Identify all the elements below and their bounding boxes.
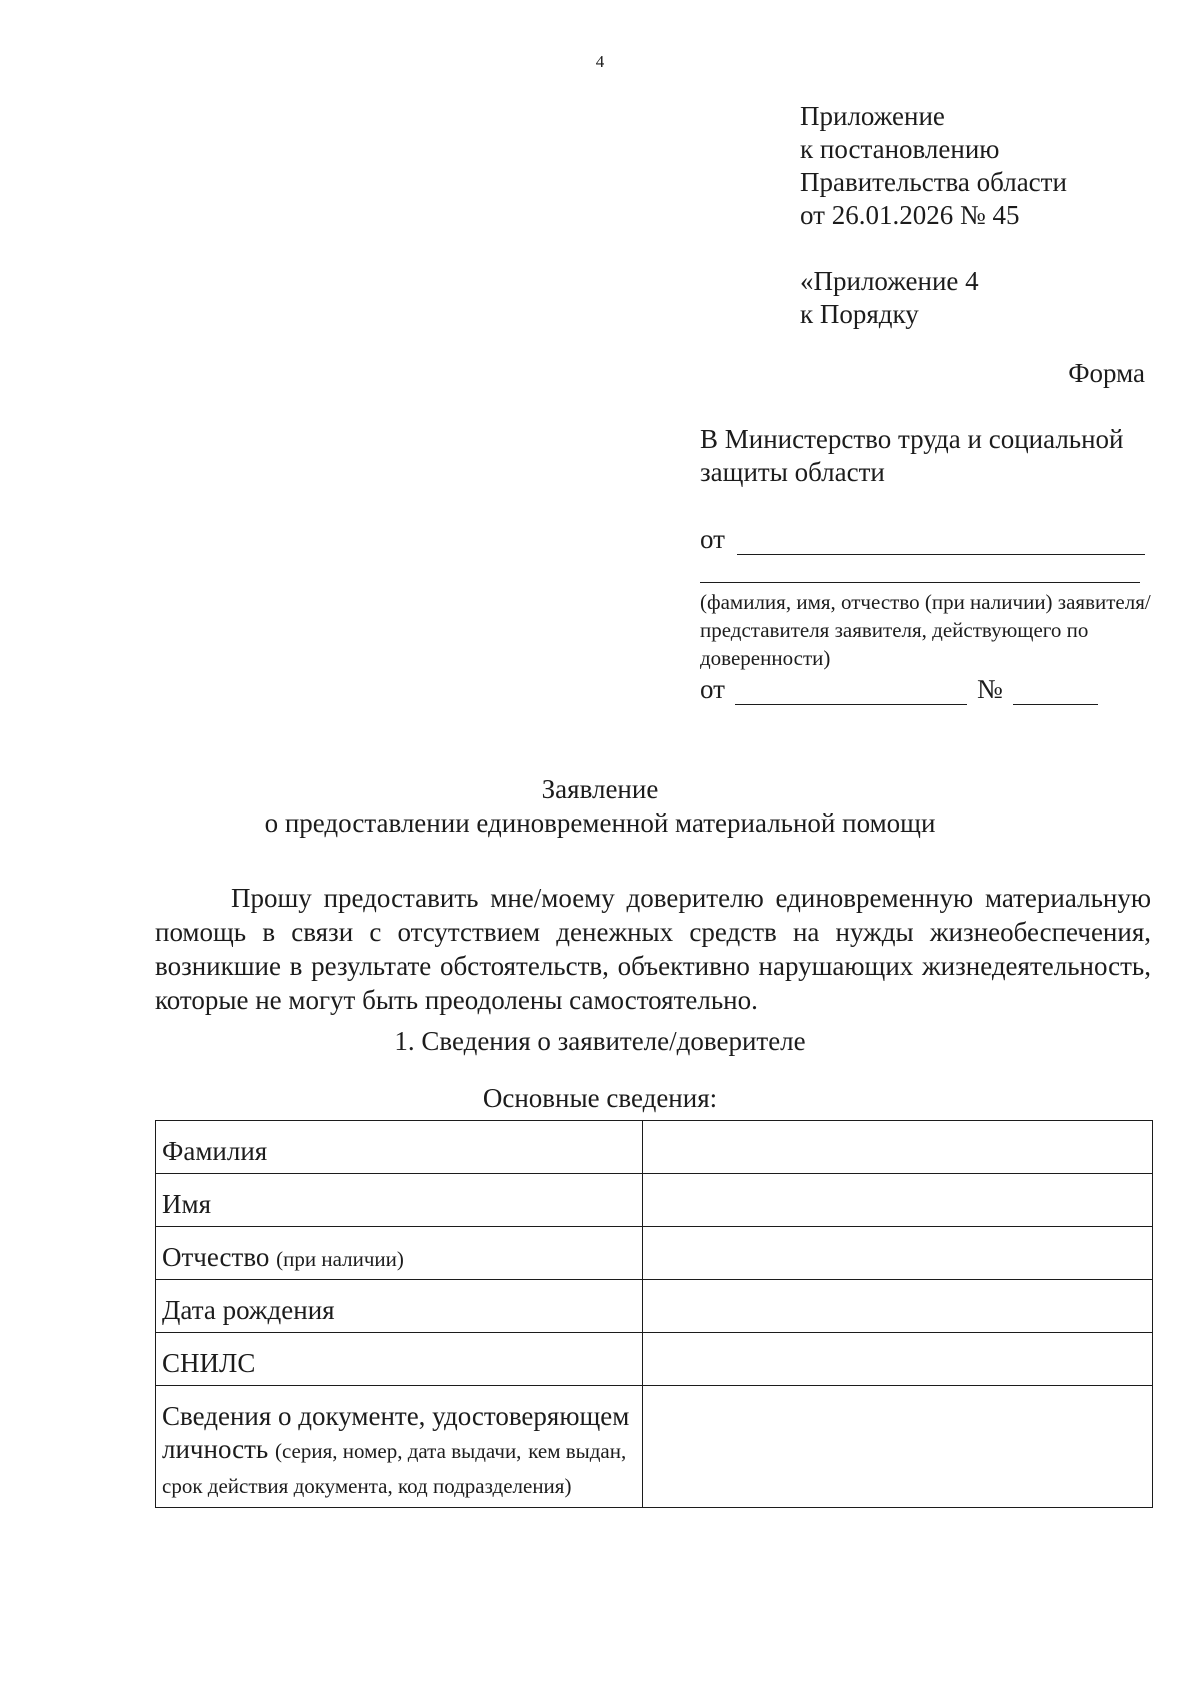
from-blank-line[interactable] <box>737 528 1145 555</box>
identity-doc-main: Сведения о документе, удостоверяющем личность <box>162 1401 630 1464</box>
appendix-order-line: «Приложение 4 <box>800 266 979 296</box>
identity-doc-value-cell[interactable] <box>643 1386 1153 1508</box>
from-field[interactable] <box>700 524 1145 555</box>
identity-doc-note-1: (серия, номер, дата выдачи, <box>274 1439 522 1463</box>
table-row <box>156 1174 1153 1227</box>
date-blank-line[interactable] <box>735 678 967 705</box>
birth-date-label: Дата рождения <box>156 1280 643 1333</box>
patronymic-main: Отчество <box>162 1242 270 1272</box>
number-blank-line[interactable] <box>1013 678 1098 705</box>
patronymic-value-cell[interactable] <box>643 1227 1153 1280</box>
surname-value-cell[interactable] <box>643 1121 1153 1174</box>
table-row <box>156 1280 1153 1333</box>
title-line-1: Заявление <box>541 774 659 804</box>
appendix-header <box>800 100 1067 232</box>
title-line-2: о предоставлении единовременной материальной помощи <box>264 808 936 838</box>
from-label: от <box>700 524 725 554</box>
table-caption: Основные сведения: <box>482 1083 718 1113</box>
fio-hint: (фамилия, имя, отчество (при наличии) заявителя/представителя заявителя, действующего по доверенности) <box>700 590 1151 670</box>
appendix-line: Приложение <box>800 101 945 131</box>
table-row <box>156 1227 1153 1280</box>
appendix-line: от 26.01.2026 № 45 <box>800 200 1020 230</box>
appendix-line: Правительства области <box>800 167 1067 197</box>
appendix-order-header <box>800 265 979 331</box>
patronymic-label <box>156 1227 643 1280</box>
applicant-info-table <box>155 1120 1153 1508</box>
number-label: № <box>976 674 1003 704</box>
name-label: Имя <box>156 1174 643 1227</box>
patronymic-note: (при наличии) <box>276 1247 404 1271</box>
snils-value-cell[interactable] <box>643 1333 1153 1386</box>
surname-label: Фамилия <box>156 1121 643 1174</box>
date-from-label: от <box>700 674 725 704</box>
name-value-cell[interactable] <box>643 1174 1153 1227</box>
section-title: 1. Сведения о заявителе/доверителе <box>394 1026 806 1056</box>
power-of-attorney-date-field[interactable] <box>700 674 1098 705</box>
document-title <box>0 772 1200 840</box>
form-label: Форма <box>1068 358 1145 388</box>
fio-blank-line[interactable] <box>700 582 1140 583</box>
addressee: В Министерство труда и социальной защиты области <box>700 424 1124 487</box>
appendix-line: к постановлению <box>800 134 1000 164</box>
appendix-order-line: к Порядку <box>800 299 919 329</box>
request-paragraph: Прошу предоставить мне/моему доверителю единовременную материальную помощь в связи с отсутствием денежных средств на нужды жизнеобеспечения, возникшие в результате обстоятельств, объективно нарушающих жизнедеятельность, которые не могут быть преодолены самостоятельно. <box>155 883 1151 1015</box>
identity-doc-note-2: кем выдан, срок действия документа, код подразделения) <box>162 1439 627 1498</box>
table-row <box>156 1386 1153 1508</box>
page-number: 4 <box>595 52 605 71</box>
birth-date-value-cell[interactable] <box>643 1280 1153 1333</box>
identity-doc-label <box>156 1386 643 1508</box>
table-row <box>156 1121 1153 1174</box>
snils-label: СНИЛС <box>156 1333 643 1386</box>
table-row <box>156 1333 1153 1386</box>
